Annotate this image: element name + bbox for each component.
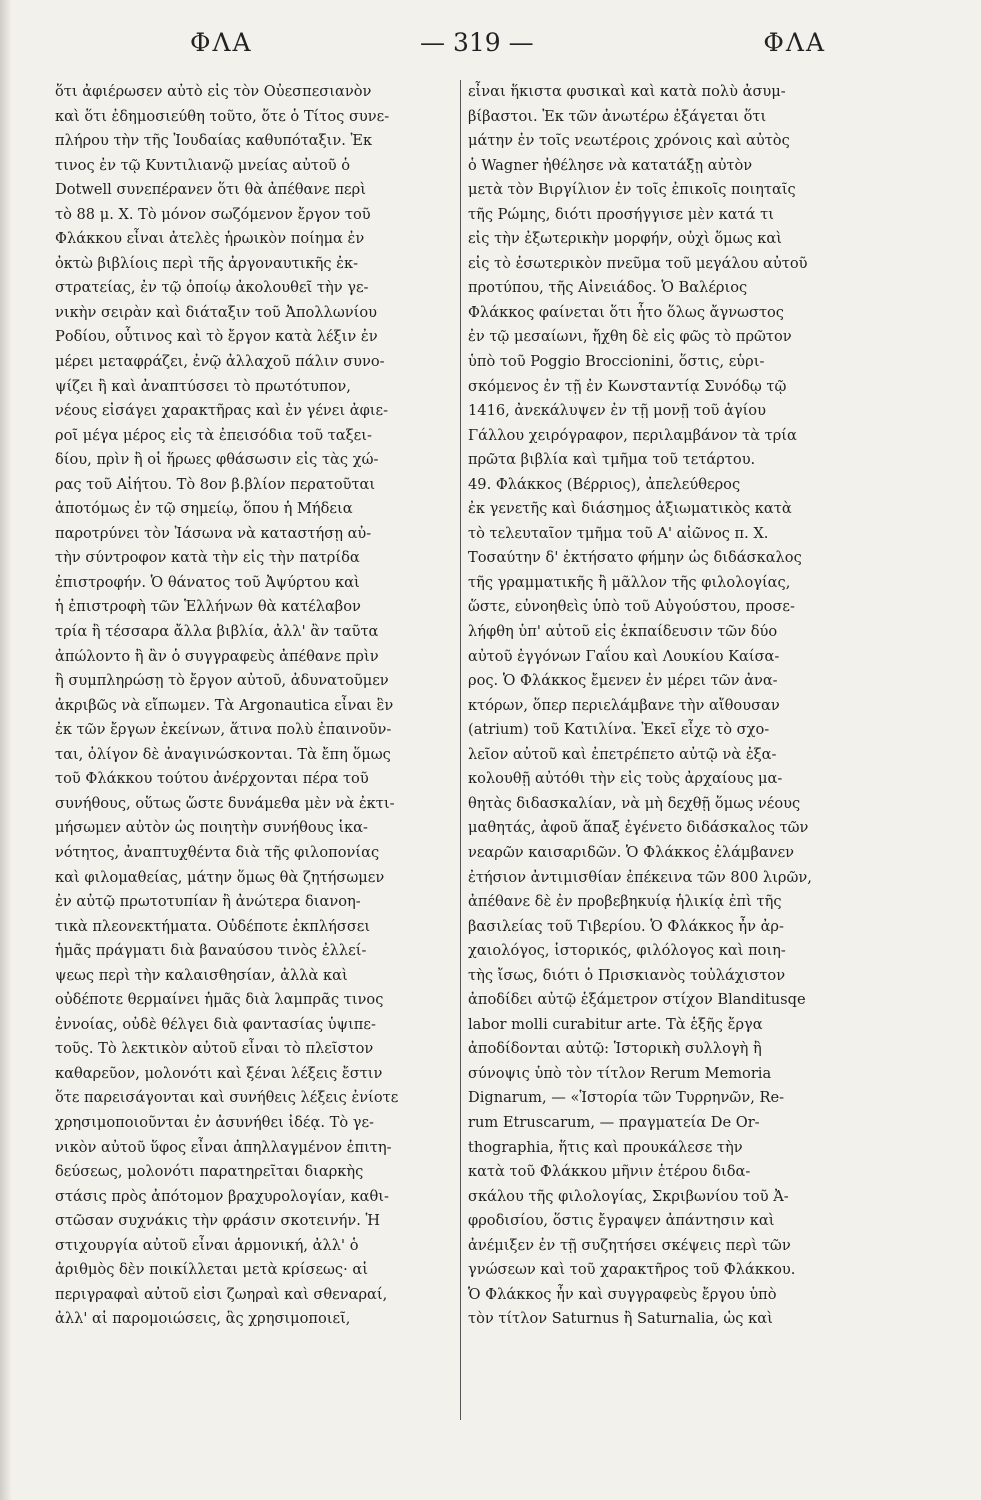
text-line: πρῶτα βιβλία καὶ τμῆμα τοῦ τετάρτου. — [468, 451, 756, 469]
text-line: τὴν σύντροφον κατὰ τὴν εἰς τὴν πατρίδα — [55, 549, 360, 567]
text-line: Ὁ Φλάκκος ἦν καὶ συγγραφεὺς ἔργου ὑπὸ — [468, 1285, 777, 1303]
text-line: ἀριθμὸς δὲν ποικίλλεται μετὰ κρίσεως· αἱ — [55, 1261, 368, 1279]
text-line: ἀκριβῶς νὰ εἴπωμεν. Τὰ Argonautica εἶναι ἓν — [55, 696, 394, 714]
text-line: καὶ φιλομαθείας, μάτην ὅμως θὰ ζητήσωμεν — [55, 868, 385, 886]
text-line: Φλάκκου εἶναι ἀτελὲς ἡρωικὸν ποίημα ἐν — [55, 230, 365, 248]
text-line: ὁ Wagner ἠθέλησε νὰ κατατάξῃ αὐτὸν — [468, 156, 753, 174]
text-line: ἐννοίας, οὐδὲ θέλγει διὰ φαντασίας ὑψιπε- — [55, 1015, 376, 1033]
text-line: ἀποδίδονται αὐτῷ: Ἱστορικὴ συλλογὴ ἢ — [468, 1040, 762, 1058]
text-line: ται, ὀλίγον δὲ ἀναγινώσκονται. Τὰ ἔπη ὅμως — [55, 745, 391, 763]
text-line: γνώσεων καὶ τοῦ χαρακτῆρος τοῦ Φλάκκου. — [468, 1261, 796, 1279]
text-line: ἀποτόμως ἐν τῷ σημείῳ, ὅπου ἡ Μήδεια — [55, 500, 353, 518]
text-line: τῆς γραμματικῆς ἢ μᾶλλον τῆς φιλολογίας, — [468, 573, 791, 591]
text-line: μαθητάς, ἀφοῦ ἅπαξ ἐγένετο διδάσκαλος τῶν — [468, 819, 809, 837]
text-line: ρος. Ὁ Φλάκκος ἔμενεν ἐν μέρει τῶν ἀνα- — [468, 672, 778, 690]
text-line: περιγραφαὶ αὐτοῦ εἰσι ζωηραὶ καὶ σθεναραί, — [55, 1285, 388, 1303]
text-line: καθαρεῦον, μολονότι καὶ ξέναι λέξεις ἔστιν — [55, 1064, 383, 1082]
text-line: ἐν αὐτῷ πρωτοτυπίαν ἢ ἀνώτερα διανοη- — [55, 893, 361, 911]
text-line: τὴς ἴσως, διότι ὁ Πρισκιανὸς τοὐλάχιστον — [468, 966, 786, 984]
text-line: κολουθῇ αὐτόθι τὴν εἰς τοὺς ἀρχαίους μα- — [468, 770, 783, 788]
text-line: νικὴν σειρὰν καὶ διάταξιν τοῦ Ἀπολλωνίου — [55, 303, 377, 321]
text-line: ρας τοῦ Αἰήτου. Τὸ 8ον β.βλίον περατοῦται — [55, 475, 376, 493]
text-line: εἶναι ἥκιστα φυσικαὶ καὶ κατὰ πολὺ ἀσυμ- — [468, 83, 786, 100]
text-line: λήφθη ὑπ' αὐτοῦ εἰς ἐκπαίδευσιν τῶν δύο — [468, 623, 778, 641]
text-line: ἐν τῷ μεσαίωνι, ἤχθη δὲ εἰς φῶς τὸ πρῶτον — [468, 328, 792, 346]
text-line: στρατείας, ἐν τῷ ὁποίῳ ἀκολουθεῖ τὴν γε- — [55, 279, 369, 297]
text-line: Γάλλου χειρόγραφον, περιλαμβάνον τὰ τρία — [468, 426, 797, 444]
text-line: αὐτοῦ ἐγγόνων Γαΐου καὶ Λουκίου Καίσα- — [468, 647, 780, 665]
text-line: μάτην ἐν τοῖς νεωτέροις χρόνοις καὶ αὐτὸς — [468, 132, 790, 150]
text-line: τρία ἢ τέσσαρα ἄλλα βιβλία, ἀλλ' ἂν ταῦτα — [55, 623, 379, 641]
text-line: 1416, ἀνεκάλυψεν ἐν τῇ μονῇ τοῦ ἁγίου — [468, 402, 766, 420]
text-line: βασιλείας τοῦ Τιβερίου. Ὁ Φλάκκος ἦν ἀρ- — [468, 917, 784, 935]
text-line: εἰς τὸ ἐσωτερικὸν πνεῦμα τοῦ μεγάλου αὐτοῦ — [468, 254, 808, 272]
running-head-left: ΦΛΑ — [190, 28, 253, 57]
text-line: παροτρύνει τὸν Ἰάσωνα νὰ καταστήσῃ αὐ- — [55, 524, 372, 542]
text-line: ὀκτὼ βιβλίοις περὶ τῆς ἀργοναυτικῆς ἐκ- — [55, 254, 359, 272]
text-line: ὅτι ἀφιέρωσεν αὐτὸ εἰς τὸν Οὐεσπεσιανὸν — [55, 83, 372, 100]
text-line: τὸ 88 μ. Χ. Τὸ μόνον σωζόμενον ἔργον τοῦ — [55, 205, 371, 223]
text-line: thographia, ἥτις καὶ προυκάλεσε τὴν — [468, 1138, 743, 1156]
text-line: Τοσαύτην δ' ἐκτήσατο φήμην ὡς διδάσκαλος — [468, 549, 802, 567]
text-line: ψεως περὶ τὴν καλαισθησίαν, ἀλλὰ καὶ — [55, 966, 348, 984]
text-line: συνήθους, οὕτως ὥστε δυνάμεθα μὲν νὰ ἐκτι- — [55, 794, 395, 812]
running-head-right: ΦΛΑ — [763, 28, 826, 57]
text-line: ἀνέμιξεν ἐν τῇ συζητήσει σκέψεις περὶ τῶν — [468, 1236, 791, 1254]
text-line: πλήρου τὴν τῆς Ἰουδαίας καθυπόταξιν. Ἐκ — [55, 132, 373, 150]
text-line: μετὰ τὸν Βιργίλιον ἐν τοῖς ἐπικοῖς ποιηταῖς — [468, 181, 796, 199]
text-line: ροῖ μέγα μέρος εἰς τὰ ἐπεισόδια τοῦ ταξει- — [55, 426, 372, 444]
text-line: μέρει μεταφράζει, ἐνῷ ἀλλαχοῦ πάλιν συνο- — [55, 353, 385, 371]
text-line: δεύσεως, μολονότι παρατηρεῖται διαρκὴς — [55, 1163, 364, 1181]
text-line: Φλάκκος φαίνεται ὅτι ἦτο ὅλως ἄγνωστος — [468, 303, 784, 321]
text-line: rum Etruscarum, — πραγματεία De Or- — [468, 1113, 760, 1131]
text-line: νεαρῶν καισαριδῶν. Ὁ Φλάκκος ἐλάμβανεν — [468, 843, 795, 861]
text-line: τῆς Ρώμης, διότι προσήγγισε μὲν κατά τι — [468, 205, 774, 223]
text-line: καὶ ὅτι ἐδημοσιεύθη τοῦτο, ὅτε ὁ Τίτος συνε- — [55, 107, 390, 125]
text-line: ἐπιστροφήν. Ὁ θάνατος τοῦ Ἀψύρτου καὶ — [55, 573, 360, 591]
text-line: χαιολόγος, ἱστορικός, φιλόλογος καὶ ποιη- — [468, 942, 786, 960]
text-line: ἐτήσιον ἀντιμισθίαν ἐπέκεινα τῶν 800 λιρῶν, — [468, 868, 812, 886]
text-line: ἀλλ' αἱ παρομοιώσεις, ἃς χρησιμοποιεῖ, — [55, 1310, 351, 1328]
text-line: οὐδέποτε θερμαίνει ἡμᾶς διὰ λαμπρᾶς τινος — [55, 991, 384, 1009]
text-line: σκόμενος ἐν τῇ ἐν Κωνσταντίᾳ Συνόδῳ τῷ — [468, 377, 787, 395]
text-line: τοῦς. Τὸ λεκτικὸν αὐτοῦ εἶναι τὸ πλεῖστον — [55, 1040, 374, 1058]
text-line: ἐκ γενετῆς καὶ διάσημος ἀξιωματικὸς κατὰ — [468, 500, 792, 518]
text-line: ἀποδίδει αὐτῷ ἑξάμετρον στίχον Blanditusqe — [468, 991, 806, 1009]
text-line: (atrium) τοῦ Κατιλίνα. Ἐκεῖ εἶχε τὸ σχο- — [468, 721, 770, 739]
text-line: ἐκ τῶν ἔργων ἐκείνων, ἅτινα πολὺ ἐπαινοῦν- — [55, 721, 392, 739]
text-line: σκάλου τῆς φιλολογίας, Σκριβωνίου τοῦ Ἀ- — [468, 1187, 789, 1205]
text-line: labor molli curabitur arte. Τὰ ἑξῆς ἔργα — [468, 1015, 763, 1033]
text-line: φροδισίου, ὅστις ἔγραψεν ἀπάντησιν καὶ — [468, 1212, 775, 1230]
text-line: ἡ ἐπιστροφὴ τῶν Ἑλλήνων θὰ κατέλαβον — [55, 598, 361, 616]
text-line: βίβαστοι. Ἐκ τῶν ἀνωτέρω ἐξάγεται ὅτι — [468, 107, 767, 125]
text-line: Dignarum, — «Ἱστορία τῶν Τυρρηνῶν, Re- — [468, 1089, 785, 1107]
text-line: θητὰς διδασκαλίαν, νὰ μὴ δεχθῇ ὅμως νέους — [468, 794, 801, 812]
text-line: 49. Φλάκκος (Βέρριος), ἀπελεύθερος — [468, 475, 741, 493]
text-line: νότητος, ἀναπτυχθέντα διὰ τῆς φιλοπονίας — [55, 843, 380, 861]
text-line: μήσωμεν αὐτὸν ὡς ποιητὴν συνήθους ἱκα- — [55, 819, 368, 837]
text-line: τὸ τελευταῖον τμῆμα τοῦ Α' αἰῶνος π. Χ. — [468, 524, 769, 542]
text-line: δίου, πρὶν ἢ οἱ ἥρωες φθάσωσιν εἰς τὰς χώ- — [55, 451, 379, 469]
text-line: στάσις πρὸς ἀπότομον βραχυρολογίαν, καθι- — [55, 1187, 389, 1205]
page-number: — 319 — — [420, 28, 534, 57]
text-line: τινος ἐν τῷ Κυντιλιανῷ μνείας αὐτοῦ ὁ — [55, 156, 351, 174]
text-line: ψίζει ἢ καὶ ἀναπτύσσει τὸ πρωτότυπον, — [55, 377, 351, 395]
text-line: Dotwell συνεπέρανεν ὅτι θὰ ἀπέθανε περὶ — [55, 181, 366, 199]
text-line: τὸν τίτλον Saturnus ἢ Saturnalia, ὡς καὶ — [468, 1310, 773, 1328]
text-line: προτύπου, τῆς Αἰνειάδος. Ὁ Βαλέριος — [468, 279, 748, 297]
text-line: τοῦ Φλάκκου τούτου ἀνέρχονται πέρα τοῦ — [55, 770, 369, 788]
text-line: εἰς τὴν ἐξωτερικὴν μορφήν, οὐχὶ ὅμως καὶ — [468, 230, 783, 248]
text-line: ἀπώλοντο ἢ ἂν ὁ συγγραφεὺς ἀπέθανε πρὶν — [55, 647, 379, 665]
text-line: κτόρων, ὅπερ περιελάμβανε τὴν αἴθουσαν — [468, 696, 780, 714]
binding-shadow — [0, 0, 12, 1500]
text-line: στιχουργία αὐτοῦ εἶναι ἁρμονική, ἀλλ' ὁ — [55, 1236, 359, 1254]
page-header — [60, 28, 921, 68]
text-line: τικὰ πλεονεκτήματα. Οὐδέποτε ἐκπλήσσει — [55, 917, 371, 935]
text-line: ἀπέθανε δὲ ἐν προβεβηκυίᾳ ἡλικίᾳ ἐπὶ τῆς — [468, 893, 782, 911]
text-line: σύνοψις ὑπὸ τὸν τίτλον Rerum Memoria — [468, 1064, 772, 1082]
column-divider — [460, 80, 461, 1420]
text-line: στῶσαν συχνάκις τὴν φράσιν σκοτεινήν. Ἡ — [55, 1212, 380, 1230]
text-line: ἢ συμπληρώσῃ τὸ ἔργον αὐτοῦ, ἀδυνατοῦμεν — [55, 672, 389, 690]
text-line: νικὸν αὐτοῦ ὕφος εἶναι ἀπηλλαγμένον ἐπιτη- — [55, 1138, 392, 1156]
text-line: ὅτε παρεισάγονται καὶ συνήθεις λέξεις ἐνίοτε — [55, 1089, 399, 1107]
text-line: χρησιμοποιοῦνται ἐν ἀσυνήθει ἰδέᾳ. Τὸ γε- — [55, 1113, 374, 1131]
left-text-column — [55, 80, 455, 1332]
right-text-column — [468, 80, 868, 1332]
text-line: λεῖον αὐτοῦ καὶ ἐπετρέπετο αὐτῷ νὰ ἐξα- — [468, 745, 777, 763]
text-line: κατὰ τοῦ Φλάκκου μῆνιν ἑτέρου διδα- — [468, 1163, 751, 1181]
text-line: ὑπὸ τοῦ Poggio Broccionini, ὅστις, εὑρι- — [468, 353, 765, 371]
text-line: Ροδίου, οὗτινος καὶ τὸ ἔργον κατὰ λέξιν ἐν — [55, 328, 378, 346]
text-line: νέους εἰσάγει χαρακτῆρας καὶ ἐν γένει ἀφιε- — [55, 402, 389, 420]
text-line: ὥστε, εὐνοηθεὶς ὑπὸ τοῦ Αὐγούστου, προσε- — [468, 598, 795, 616]
text-line: ἡμᾶς πράγματι διὰ βαναύσου τινὸς ἐλλεί- — [55, 942, 367, 960]
